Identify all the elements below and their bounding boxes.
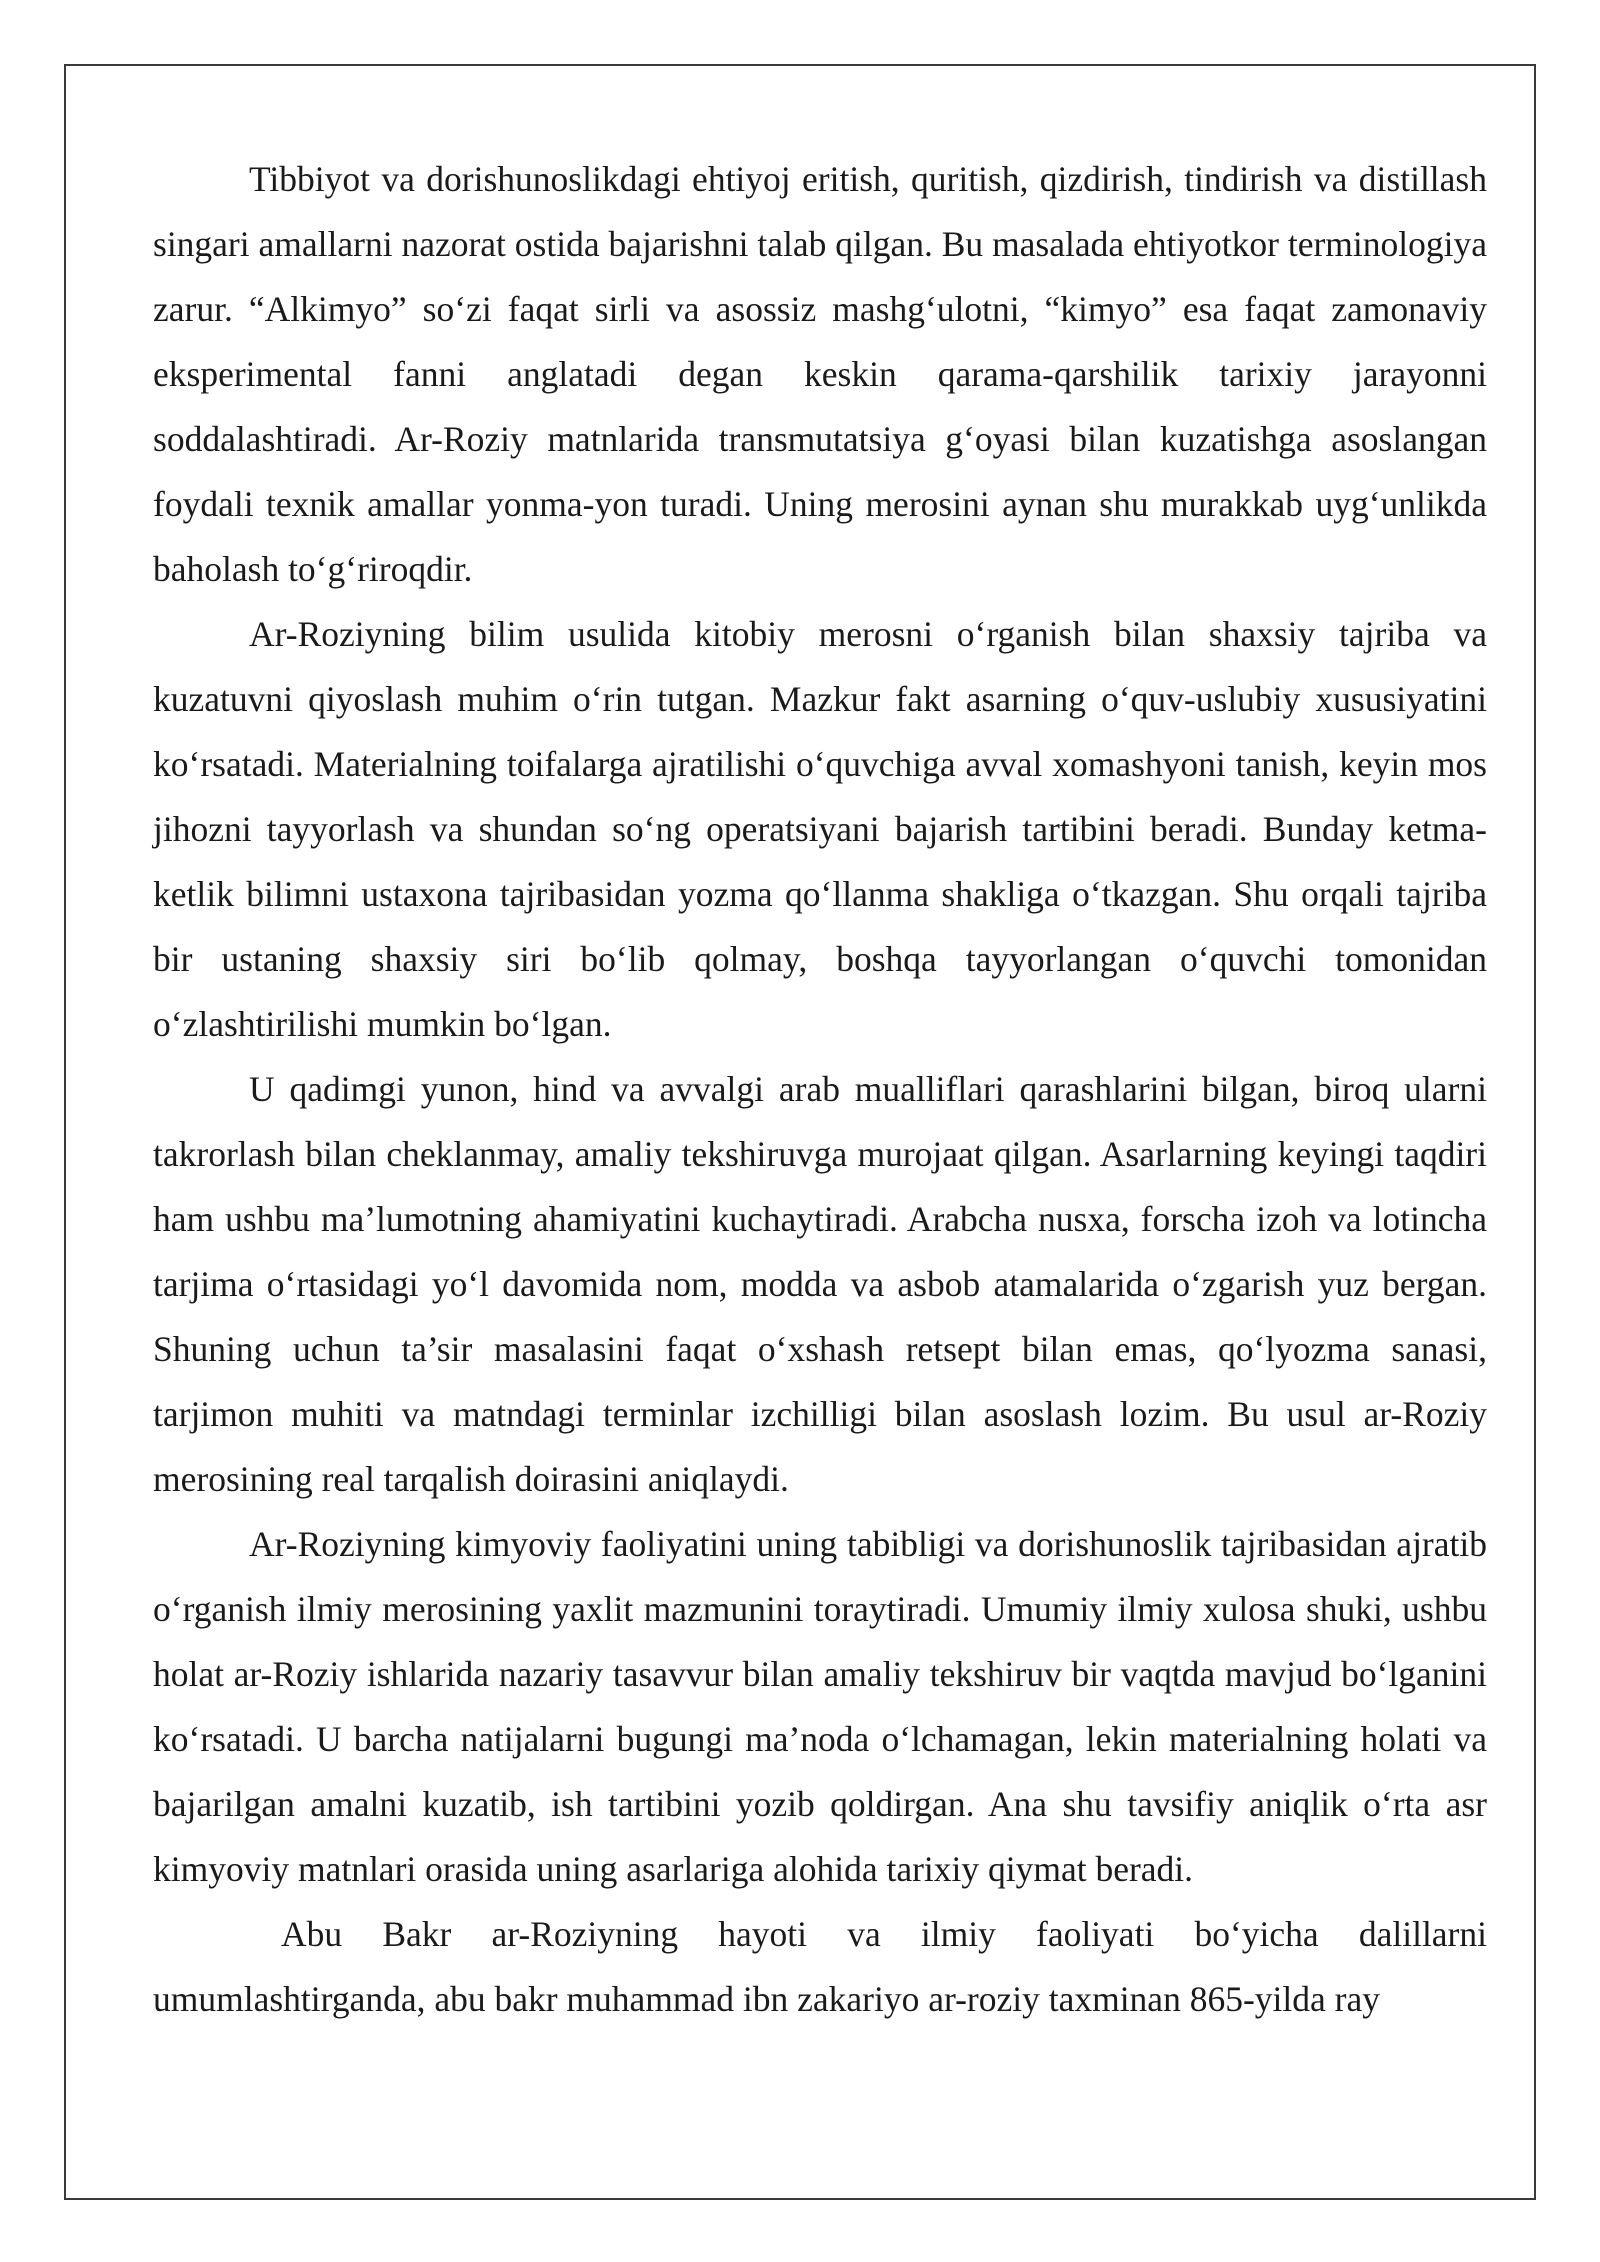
paragraph-2: Ar-Roziyning bilim usulida kitobiy merosni o‘rganish bilan shaxsiy tajriba va kuzatuvni qiyoslash muhim o‘rin tutgan. Mazkur fakt asarning o‘quv-uslubiy xususiyatini ko‘rsatadi. Materialning toifalarga ajratilishi o‘quvchiga avval xomashyoni tanish, keyin mos jihozni tayyorlash va shundan so‘ng operatsiyani bajarish tartibini beradi. Bunday ketma-ketlik bilimni ustaxona tajribasidan yozma qo‘llanma shakliga o‘tkazgan. Shu orqali tajriba bir ustaning shaxsiy siri bo‘lib qolmay, boshqa tayyorlangan o‘quvchi tomonidan o‘zlashtirilishi mumkin bo‘lgan. xyxy=(153,614,1487,1044)
document-body xyxy=(153,147,1487,2032)
paragraph-1: Tibbiyot va dorishunoslikdagi ehtiyoj eritish, quritish, qizdirish, tindirish va distillash singari amallarni nazorat ostida bajarishni talab qilgan. Bu masalada ehtiyotkor terminologiya zarur. “Alkimyo” so‘zi faqat sirli va asossiz mashg‘ulotni, “kimyo” esa faqat zamonaviy eksperimental fanni anglatadi degan keskin qarama-qarshilik tarixiy jarayonni soddalashtiradi. Ar-Roziy matnlarida transmutatsiya g‘oyasi bilan kuzatishga asoslangan foydali texnik amallar yonma-yon turadi. Uning merosini aynan shu murakkab uyg‘unlikda baholash to‘g‘riroqdir. xyxy=(153,159,1487,589)
paragraph-5: Abu Bakr ar-Roziyning hayoti va ilmiy faoliyati bo‘yicha dalillarni umumlashtirganda, abu bakr muhammad ibn zakariyo ar-roziy taxminan 865-yilda ray xyxy=(153,1914,1487,2019)
paragraph-4: Ar-Roziyning kimyoviy faoliyatini uning tabibligi va dorishunoslik tajribasidan ajratib o‘rganish ilmiy merosining yaxlit mazmunini toraytiradi. Umumiy ilmiy xulosa shuki, ushbu holat ar-Roziy ishlarida nazariy tasavvur bilan amaliy tekshiruv bir vaqtda mavjud bo‘lganini ko‘rsatadi. U barcha natijalarni bugungi ma’noda o‘lchamagan, lekin materialning holati va bajarilgan amalni kuzatib, ish tartibini yozib qoldirgan. Ana shu tavsifiy aniqlik o‘rta asr kimyoviy matnlari orasida uning asarlariga alohida tarixiy qiymat beradi. xyxy=(153,1524,1487,1889)
paragraph-3: U qadimgi yunon, hind va avvalgi arab mualliflari qarashlarini bilgan, biroq ularni takrorlash bilan cheklanmay, amaliy tekshiruvga murojaat qilgan. Asarlarning keyingi taqdiri ham ushbu ma’lumotning ahamiyatini kuchaytiradi. Arabcha nusxa, forscha izoh va lotincha tarjima o‘rtasidagi yo‘l davomida nom, modda va asbob atamalarida o‘zgarish yuz bergan. Shuning uchun ta’sir masalasini faqat o‘xshash retsept bilan emas, qo‘lyozma sanasi, tarjimon muhiti va matndagi terminlar izchilligi bilan asoslash lozim. Bu usul ar-Roziy merosining real tarqalish doirasini aniqlaydi. xyxy=(153,1069,1487,1499)
